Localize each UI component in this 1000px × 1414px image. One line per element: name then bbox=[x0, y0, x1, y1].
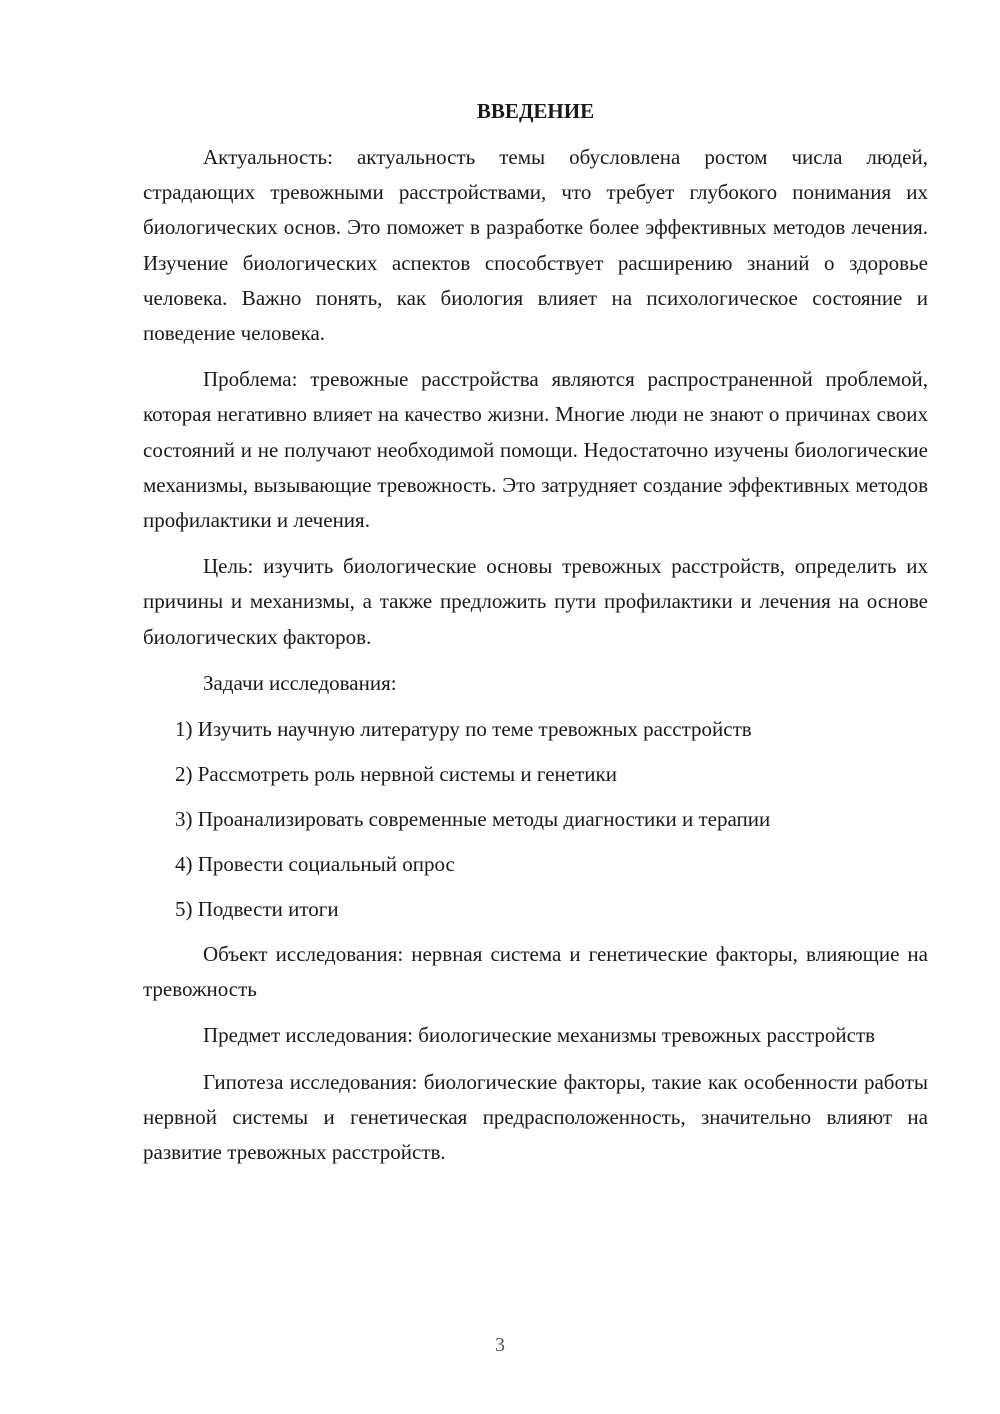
subject-paragraph: Предмет исследования: биологические механизмы тревожных расстройств bbox=[203, 1023, 876, 1048]
document-page bbox=[143, 94, 928, 1181]
task-item: 3) Проанализировать современные методы диагностики и терапии bbox=[175, 807, 771, 832]
task-item: 1) Изучить научную литературу по теме тревожных расстройств bbox=[175, 717, 752, 742]
task-item: 4) Провести социальный опрос bbox=[175, 852, 455, 877]
page-number: 3 bbox=[495, 1334, 505, 1356]
object-paragraph: Объект исследования: нервная система и генетические факторы, влияющие на тревожность bbox=[143, 942, 928, 1002]
problem-paragraph: Проблема: тревожные расстройства являются распространенной проблемой, которая негативно влияет на качество жизни. Многие люди не знают о причинах своих состояний и не получают необходимой помощи. Недостаточно изучены биологические механизмы, вызывающие тревожность. Это затрудняет создание эффективных методов профилактики и лечения. bbox=[143, 367, 928, 533]
relevance-paragraph: Актуальность: актуальность темы обусловлена ростом числа людей, страдающих тревожными расстройствами, что требует глубокого понимания их биологических основ. Это поможет в разработке более эффективных методов лечения. Изучение биологических аспектов способствует расширению знаний о здоровье человека. Важно понять, как биология влияет на психологическое состояние и поведение человека. bbox=[143, 145, 928, 346]
tasks-title: Задачи исследования: bbox=[203, 670, 397, 695]
task-item: 2) Рассмотреть роль нервной системы и генетики bbox=[175, 762, 617, 787]
hypothesis-paragraph: Гипотеза исследования: биологические факторы, такие как особенности работы нервной системы и генетическая предрасположенность, значительно влияют на развитие тревожных расстройств. bbox=[143, 1069, 928, 1165]
research-tasks-list bbox=[143, 712, 928, 927]
goal-paragraph: Цель: изучить биологические основы тревожных расстройств, определить их причины и механизмы, а также предложить пути профилактики и лечения на основе биологических факторов. bbox=[143, 554, 928, 649]
task-item: 5) Подвести итоги bbox=[175, 897, 339, 922]
section-heading: ВВЕДЕНИЕ bbox=[476, 99, 595, 123]
